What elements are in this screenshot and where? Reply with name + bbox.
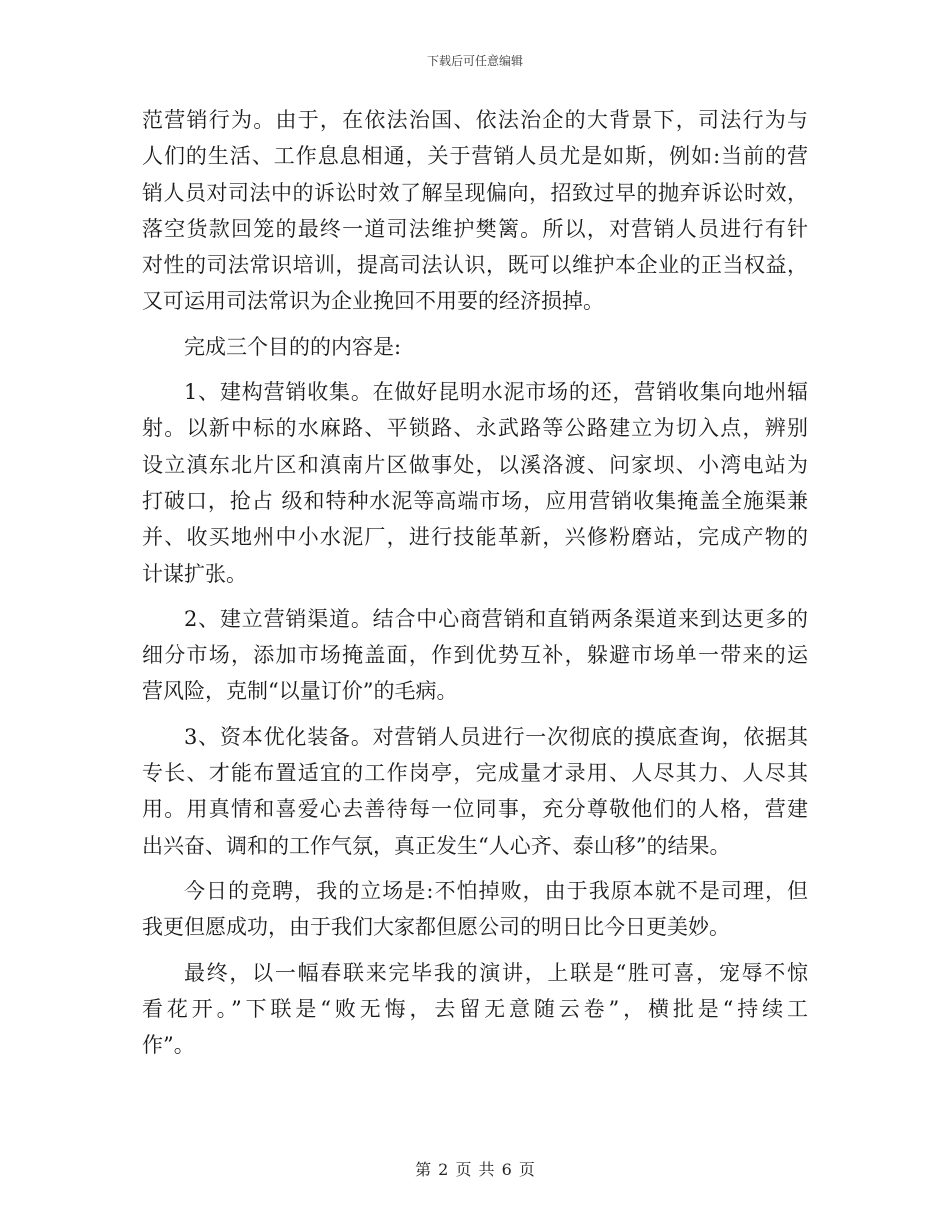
paragraph-gap <box>142 946 808 955</box>
paragraph-gap <box>142 320 808 329</box>
text-line: 作”。 <box>142 1033 195 1058</box>
text-line: 射。以新中标的水麻路、平锁路、永武路等公路建立为切入点，辨别 <box>142 416 808 441</box>
text-line: 又可运用司法常识为企业挽回不用要的经济损掉。 <box>142 289 604 314</box>
text-line: 最终，以一幅春联来完毕我的演讲，上联是“胜可喜，宠辱不惊 <box>184 960 808 985</box>
text-line: 并、收买地州中小水泥厂，进行技能革新，兴修粉磨站，完成产物的 <box>142 525 808 550</box>
text-line: 计谋扩张。 <box>142 561 247 586</box>
paragraph-gap <box>142 592 808 601</box>
page-header: 下载后可任意编辑 <box>426 54 523 68</box>
text-line: 3、资本优化装备。对营销人员进行一次彻底的摸底查询，依据其 <box>184 724 808 749</box>
text-line: 看花开。”下联是“败无悔，去留无意随云卷”，横批是“持续工 <box>142 996 808 1021</box>
text-line: 销人员对司法中的诉讼时效了解呈现偏向，招致过早的抛弃诉讼时效， <box>142 180 808 205</box>
text-line: 人们的生活、工作息息相通，关于营销人员尤是如斯，例如:当前的营 <box>142 144 808 169</box>
text-line: 打破口，抢占 级和特种水泥等高端市场，应用营销收集掩盖全施渠兼 <box>142 488 808 513</box>
text-line: 专长、才能布置适宜的工作岗亭，完成量才录用、人尽其力、人尽其 <box>142 761 808 786</box>
text-line: 今日的竞聘，我的立场是:不怕掉败，由于我原本就不是司理，但 <box>184 878 808 903</box>
text-line: 设立滇东北片区和滇南片区做事处，以溪洛渡、问家坝、小湾电站为 <box>142 452 808 477</box>
text-line: 营风险，克制“以量订价”的毛病。 <box>142 679 458 704</box>
paragraph-gap <box>142 710 808 719</box>
paragraph-gap <box>142 864 808 873</box>
document-body <box>142 102 808 1063</box>
text-line: 我更但愿成功，由于我们大家都但愿公司的明日比今日更美妙。 <box>142 915 730 940</box>
paragraph-gap <box>142 365 808 374</box>
text-line: 2、建立营销渠道。结合中心商营销和直销两条渠道来到达更多的 <box>184 606 808 631</box>
text-line: 范营销行为。由于，在依法治国、依法治企的大背景下，司法行为与 <box>142 108 808 132</box>
text-line: 细分市场，添加市场掩盖面，作到优势互补，躲避市场单一带来的运 <box>142 643 808 668</box>
text-line: 出兴奋、调和的工作气氛，真正发生“人心齐、泰山移”的结果。 <box>142 833 731 858</box>
text-line: 1、建构营销收集。在做好昆明水泥市场的还，营销收集向地州辐 <box>184 380 808 405</box>
text-line: 完成三个目的的内容是: <box>184 334 402 359</box>
page-number: 第 2 页 共 6 页 <box>415 1160 535 1179</box>
text-line: 用。用真情和喜爱心去善待每一位同事，充分尊敬他们的人格，营建 <box>142 797 808 822</box>
text-line: 落空货款回笼的最终一道司法维护樊篱。所以，对营销人员进行有针 <box>142 216 808 241</box>
text-line: 对性的司法常识培训，提高司法认识，既可以维护本企业的正当权益， <box>142 253 808 278</box>
